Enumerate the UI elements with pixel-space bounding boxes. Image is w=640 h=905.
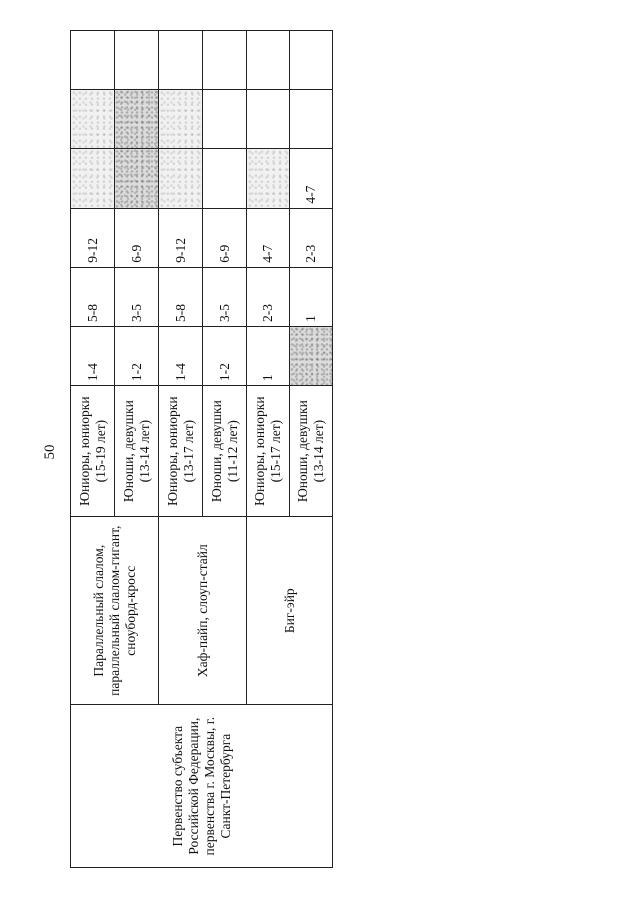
- value-cell: 1: [247, 326, 290, 385]
- value-cell: 2-3: [247, 267, 290, 326]
- category-cell: Юниоры, юниорки (15-19 лет): [71, 386, 115, 517]
- shaded-cell: [71, 90, 115, 149]
- rotated-table-container: [70, 30, 332, 868]
- category-cell: Юниоры, юниорки (13-17 лет): [159, 386, 203, 517]
- ranking-table: [70, 30, 333, 868]
- discipline-cell: Параллельный слалом, параллельный слалом-гигант, сноуборд-кросс: [71, 517, 159, 705]
- value-cell: 4-7: [290, 149, 333, 208]
- discipline-cell: Хаф-пайп, слоуп-стайл: [159, 517, 247, 705]
- value-cell: [247, 31, 290, 90]
- shaded-cell: [159, 149, 203, 208]
- shaded-cell: [247, 149, 290, 208]
- page-number: 50: [42, 444, 58, 460]
- discipline-cell: Биг-эйр: [247, 517, 333, 705]
- value-cell: 6-9: [115, 208, 159, 267]
- value-cell: [203, 149, 247, 208]
- value-cell: [247, 90, 290, 149]
- category-cell: Юноши, девушки (11-12 лет): [203, 386, 247, 517]
- event-cell: Первенство субъекта Российской Федерации, первенства г. Москвы, г. Санкт-Петербурга: [71, 705, 333, 868]
- value-cell: 1-4: [159, 326, 203, 385]
- value-cell: [290, 31, 333, 90]
- table-row: [71, 31, 115, 868]
- value-cell: 3-5: [115, 267, 159, 326]
- value-cell: [203, 31, 247, 90]
- value-cell: [71, 31, 115, 90]
- value-cell: [290, 90, 333, 149]
- category-cell: Юноши, девушки (13-14 лет): [290, 386, 333, 517]
- value-cell: 1-2: [203, 326, 247, 385]
- value-cell: 9-12: [71, 208, 115, 267]
- value-cell: [115, 31, 159, 90]
- value-cell: [203, 90, 247, 149]
- shaded-cell: [115, 149, 159, 208]
- value-cell: 3-5: [203, 267, 247, 326]
- category-cell: Юноши, девушки (13-14 лет): [115, 386, 159, 517]
- category-cell: Юниоры, юниорки (15-17 лет): [247, 386, 290, 517]
- shaded-cell: [71, 149, 115, 208]
- value-cell: 5-8: [71, 267, 115, 326]
- value-cell: 9-12: [159, 208, 203, 267]
- value-cell: 1-2: [115, 326, 159, 385]
- shaded-cell: [290, 326, 333, 385]
- shaded-cell: [115, 90, 159, 149]
- value-cell: 5-8: [159, 267, 203, 326]
- shaded-cell: [159, 90, 203, 149]
- value-cell: 1: [290, 267, 333, 326]
- value-cell: [159, 31, 203, 90]
- value-cell: 4-7: [247, 208, 290, 267]
- value-cell: 2-3: [290, 208, 333, 267]
- value-cell: 6-9: [203, 208, 247, 267]
- value-cell: 1-4: [71, 326, 115, 385]
